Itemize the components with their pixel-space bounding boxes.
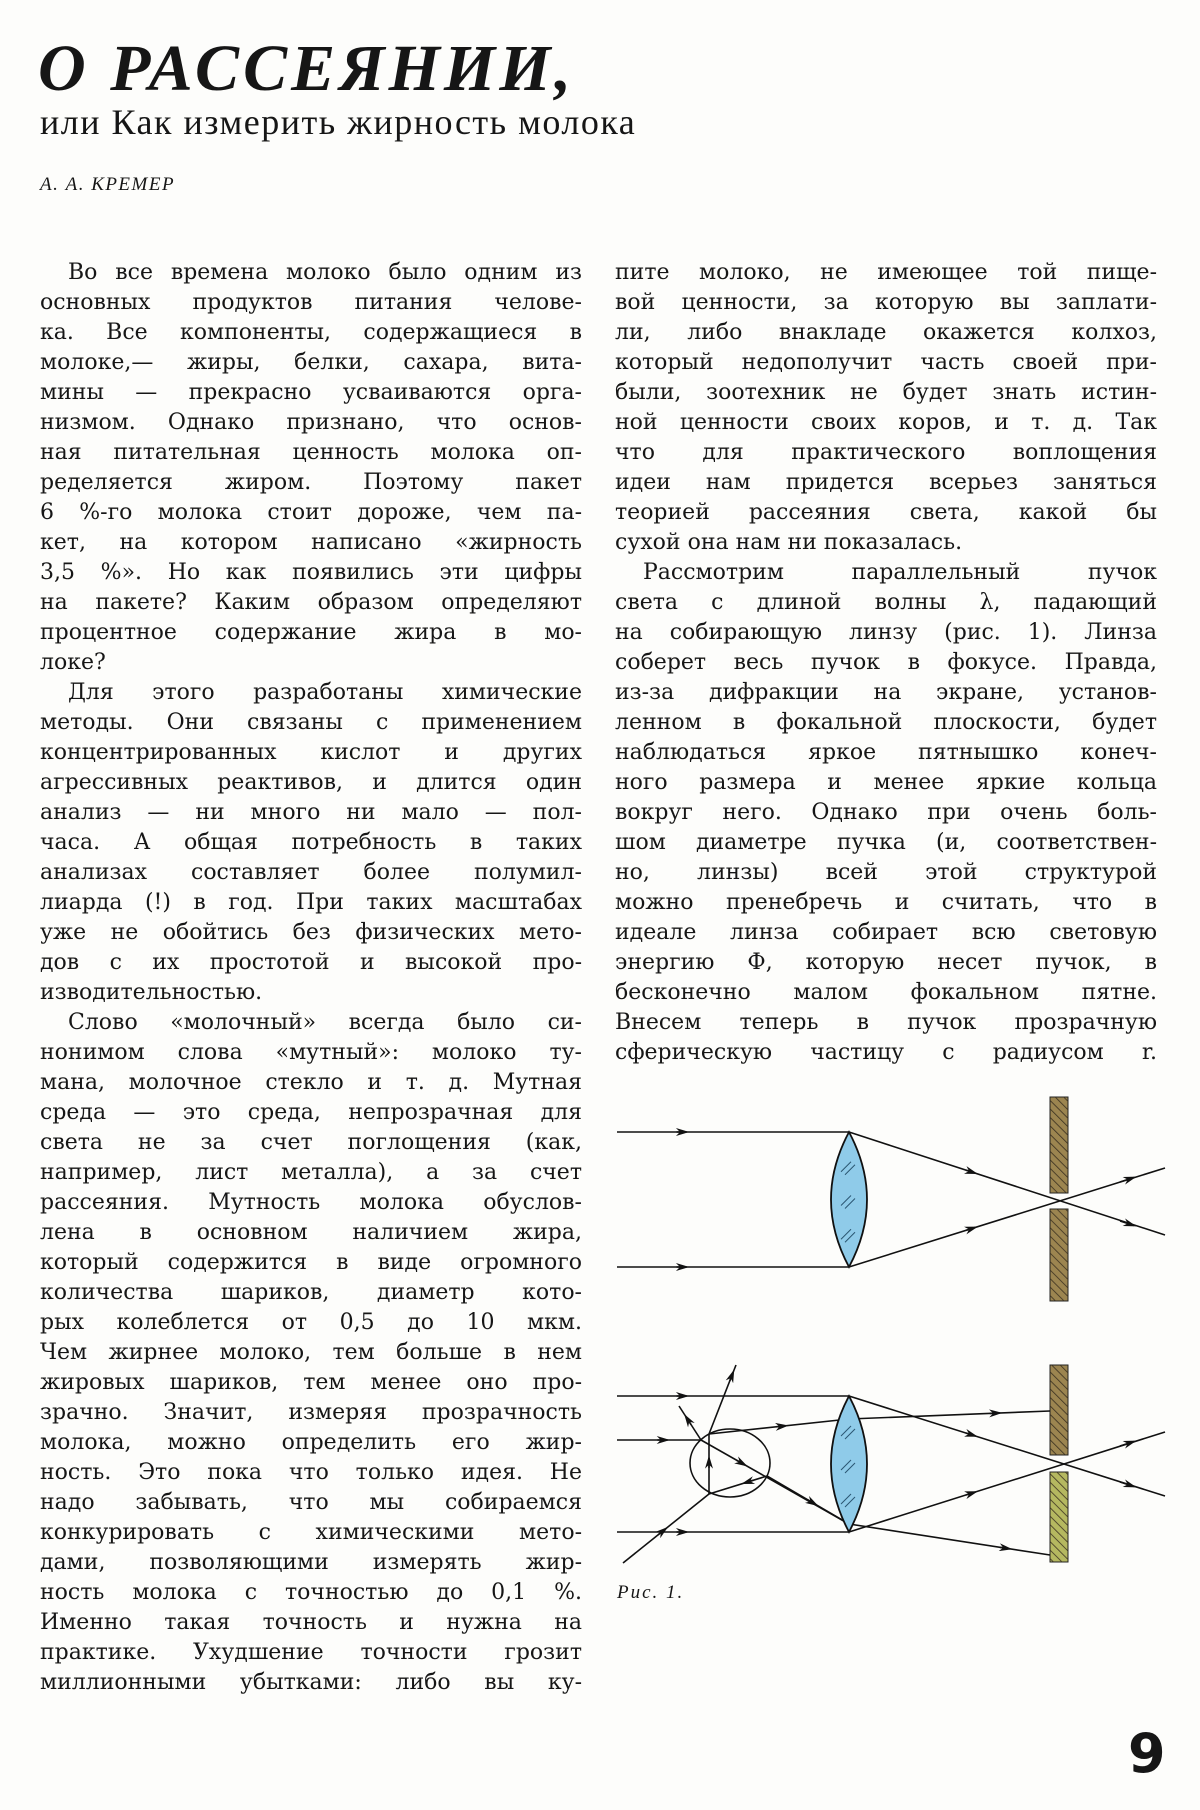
text-line: процентное содержание жира в мо- — [40, 620, 582, 645]
text-line: были, зоотехник не будет знать истин- — [615, 380, 1157, 405]
text-line: вокруг него. Однако при очень боль- — [615, 800, 1157, 825]
ray-arrow-icon — [1120, 1482, 1134, 1487]
ray-arrow-icon — [1120, 1221, 1134, 1226]
text-line: ли, либо внакладе окажется колхоз, — [615, 320, 1157, 345]
text-line: энергию Ф, которую несет пучок, в — [615, 950, 1157, 975]
text-line: молоке,— жиры, белки, сахара, вита- — [40, 350, 582, 375]
text-line: зрачно. Значит, измеряя прозрачность — [40, 1400, 582, 1425]
text-line: бесконечно малом фокальном пятне. — [615, 980, 1157, 1005]
text-line: рых колеблется от 0,5 до 10 мкм. — [40, 1310, 582, 1335]
text-line: из-за дифракции на экране, установ- — [615, 680, 1157, 705]
text-line: локе? — [40, 650, 106, 675]
text-line: на собирающую линзу (рис. 1). Линза — [615, 620, 1157, 645]
ray-arrow-icon — [966, 1492, 976, 1495]
text-line: наблюдаться яркое пятнышко конеч- — [615, 740, 1157, 765]
text-line: миллионными убытками: либо вы ку- — [40, 1670, 582, 1695]
text-line: ная питательная ценность молока оп- — [40, 440, 582, 465]
figure-1-diagram — [600, 1080, 1200, 1580]
text-line: который недополучит часть своей при- — [615, 350, 1157, 375]
text-line: агрессивных реактивов, и длится один — [40, 770, 582, 795]
text-line: лена в основном наличием жира, — [40, 1220, 582, 1245]
screen-upper-top-hatch — [1050, 1097, 1068, 1193]
ray-arrow-icon — [686, 1416, 691, 1424]
text-line: вой ценности, за которую вы заплати- — [615, 290, 1157, 315]
text-line: что для практического воплощения — [615, 440, 1157, 465]
text-line: теорией рассеяния света, какой бы — [615, 500, 1157, 525]
text-line: ленном в фокальной плоскости, будет — [615, 710, 1157, 735]
text-line: но, линзы) всей этой структурой — [615, 860, 1157, 885]
text-line: Рассмотрим параллельный пучок — [643, 560, 1157, 585]
text-line: ределяется жиром. Поэтому пакет — [40, 470, 582, 495]
article-title: О РАССЕЯНИИ, — [38, 32, 576, 105]
ray-arrow-icon — [1000, 1547, 1010, 1549]
paragraph — [615, 558, 1157, 1068]
text-line: сферическую частицу с радиусом r. — [615, 1040, 1157, 1065]
figure-caption: Рис. 1. — [617, 1582, 685, 1603]
text-line: количества шариков, диаметр кото- — [40, 1280, 582, 1305]
text-line: света с длиной волны λ, падающий — [615, 590, 1157, 615]
text-line: изводительностью. — [40, 980, 263, 1005]
text-line: можно пренебречь и считать, что в — [615, 890, 1157, 915]
text-line: среда — это среда, непрозрачная для — [40, 1100, 582, 1125]
text-line: надо забывать, что мы собираемся — [40, 1490, 582, 1515]
text-line: ность. Это пока что только идея. Не — [40, 1460, 582, 1485]
text-line: идеи нам придется всерьез заняться — [615, 470, 1157, 495]
light-ray — [849, 1432, 1165, 1532]
text-line: практике. Ухудшение точности грозит — [40, 1640, 582, 1665]
text-column-left — [40, 258, 582, 1698]
text-line: конкурировать с химическими мето- — [40, 1520, 582, 1545]
text-line: Во все времена молоко было одним из — [68, 260, 582, 285]
converging-lens-top — [831, 1132, 867, 1267]
text-line: на пакете? Каким образом определяют — [40, 590, 582, 615]
text-line: шом диаметре пучка (и, соответствен- — [615, 830, 1157, 855]
text-line: дами, позволяющими измерять жир- — [40, 1550, 582, 1575]
text-line: ность молока с точностью до 0,1 %. — [40, 1580, 582, 1605]
text-line: ка. Все компоненты, содержащиеся в — [40, 320, 582, 345]
text-line: 3,5 %». Но как появились эти цифры — [40, 560, 582, 585]
text-line: уже не обойтись без физических мето- — [40, 920, 582, 945]
ray-arrow-icon — [776, 1426, 786, 1427]
screen-lower-top-hatch — [1050, 1365, 1068, 1455]
text-line: методы. Они связаны с применением — [40, 710, 582, 735]
ray-arrow-icon — [1120, 1442, 1134, 1447]
text-line: молока, можно определить его жир- — [40, 1430, 582, 1455]
text-line: мины — прекрасно усваиваются орга- — [40, 380, 582, 405]
light-ray — [849, 1524, 1050, 1555]
text-line: лиарда (!) в год. При таких масштабах — [40, 890, 582, 915]
text-line: Для этого разработаны химические — [68, 680, 582, 705]
ray-arrow-icon — [808, 1500, 817, 1505]
text-line: дов с их простотой и высокой про- — [40, 950, 582, 975]
paragraph — [40, 1008, 582, 1698]
text-line: Внесем теперь в пучок прозрачную — [615, 1010, 1157, 1035]
text-line: основных продуктов питания челове- — [40, 290, 582, 315]
ray-arrow-icon — [744, 1480, 754, 1483]
text-line: ной ценности своих коров, и т. д. Так — [615, 410, 1157, 435]
text-line: нонимом слова «мутный»: молоко ту- — [40, 1040, 582, 1065]
screen-upper-bottom-hatch — [1050, 1209, 1068, 1301]
ray-arrow-icon — [1120, 1178, 1134, 1183]
ray-arrow-icon — [737, 1460, 746, 1465]
paragraph — [40, 678, 582, 1008]
text-line: Слово «молочный» всегда было си- — [68, 1010, 582, 1035]
text-line: Чем жирнее молоко, тем больше в нем — [40, 1340, 582, 1365]
converging-lens-bottom — [831, 1396, 867, 1532]
article-subtitle: или Как измерить жирность молока — [40, 102, 637, 142]
text-line: соберет весь пучок в фокусе. Правда, — [615, 650, 1157, 675]
text-line: пите молоко, не имеющее той пище- — [615, 260, 1157, 285]
text-line: жировых шариков, тем менее оно про- — [40, 1370, 582, 1395]
ray-arrow-icon — [966, 1227, 976, 1230]
text-line: идеале линза собирает всю световую — [615, 920, 1157, 945]
text-line: ного размера и менее яркие кольца — [615, 770, 1157, 795]
text-line: рассеяния. Мутность молока обуслов- — [40, 1190, 582, 1215]
page-number: 9 — [1128, 1722, 1166, 1785]
light-ray — [849, 1396, 1165, 1496]
text-line: часа. А общая потребность в таких — [40, 830, 582, 855]
ray-arrow-icon — [966, 1433, 976, 1436]
paragraph — [615, 258, 1157, 558]
text-line: света не за счет поглощения (как, — [40, 1130, 582, 1155]
text-line: анализах составляет более полумил- — [40, 860, 582, 885]
text-line: который содержится в виде огромного — [40, 1250, 582, 1275]
text-line: сухой она нам ни показалась. — [615, 530, 963, 555]
ray-arrow-icon — [966, 1170, 976, 1173]
text-line: концентрированных кислот и других — [40, 740, 582, 765]
text-line: мана, молочное стекло и т. д. Мутная — [40, 1070, 582, 1095]
text-line: низмом. Однако признано, что основ- — [40, 410, 582, 435]
text-column-right — [615, 258, 1157, 1068]
light-ray — [709, 1476, 767, 1494]
text-line: например, лист металла), а за счет — [40, 1160, 582, 1185]
light-ray — [849, 1411, 1050, 1419]
text-line: кет, на котором написано «жирность — [40, 530, 582, 555]
text-line: 6 %-го молока стоит дороже, чем па- — [40, 500, 582, 525]
screen-lower-bottom-hatch — [1050, 1472, 1068, 1562]
paragraph — [40, 258, 582, 678]
text-line: анализ — ни много ни мало — пол- — [40, 800, 582, 825]
article-author: А. А. КРЕМЕР — [40, 174, 176, 195]
ray-arrow-icon — [730, 1372, 734, 1381]
text-line: Именно такая точность и нужна на — [40, 1610, 582, 1635]
